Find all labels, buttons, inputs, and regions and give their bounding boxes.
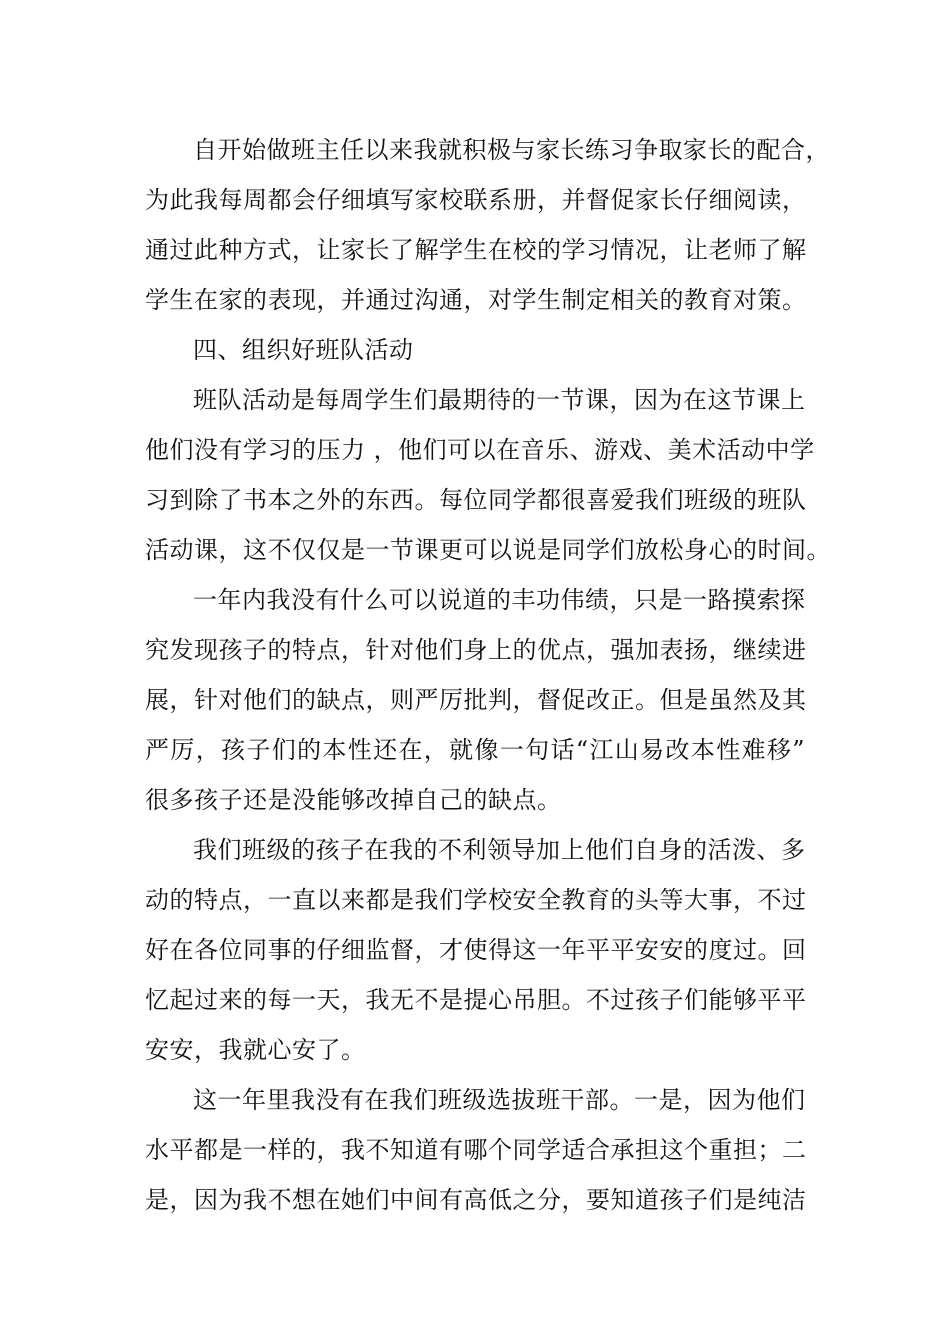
paragraph-1-line-4: 学生在家的表现，并通过沟通，对学生制定相关的教育对策。 — [145, 286, 807, 314]
paragraph-4-line-4: 严厉，孩子们的本性还在，就像一句话“江山易改本性难移” — [145, 736, 805, 764]
paragraph-3-line-4: 活动课，这不仅仅是一节课更可以说是同学们放松身心的时间。 — [145, 536, 831, 564]
paragraph-4-line-2: 究发现孩子的特点，针对他们身上的优点，强加表扬，继续进 — [145, 636, 807, 664]
paragraph-5-line-3: 好在各位同事的仔细监督，才使得这一年平平安安的度过。回 — [145, 936, 807, 964]
paragraph-5-line-5: 安安，我就心安了。 — [145, 1036, 366, 1064]
section-heading: 四、组织好班队活动 — [193, 336, 414, 364]
paragraph-1-line-1: 自开始做班主任以来我就积极与家长练习争取家长的配合， — [193, 136, 830, 164]
paragraph-1-line-2: 为此我每周都会仔细填写家校联系册，并督促家长仔细阅读， — [145, 186, 807, 214]
paragraph-1-line-3: 通过此种方式，让家长了解学生在校的学习情况，让老师了解 — [145, 236, 807, 264]
paragraph-4-line-5: 很多孩子还是没能够改掉自己的缺点。 — [145, 786, 562, 814]
paragraph-3-line-1: 班队活动是每周学生们最期待的一节课，因为在这节课上 — [193, 386, 806, 414]
paragraph-5-line-2: 动的特点，一直以来都是我们学校安全教育的头等大事，不过 — [145, 886, 807, 914]
paragraph-3-line-3: 习到除了书本之外的东西。每位同学都很喜爱我们班级的班队 — [145, 486, 807, 514]
paragraph-4-line-1: 一年内我没有什么可以说道的丰功伟绩，只是一路摸索探 — [193, 586, 806, 614]
paragraph-5-line-4: 忆起过来的每一天，我无不是提心吊胆。不过孩子们能够平平 — [145, 986, 807, 1014]
paragraph-5-line-1: 我们班级的孩子在我的不利领导加上他们自身的活泼、多 — [193, 836, 806, 864]
paragraph-3-line-2: 他们没有学习的压力 ，他们可以在音乐、游戏、美术活动中学 — [145, 436, 815, 464]
paragraph-6-line-3: 是，因为我不想在她们中间有高低之分，要知道孩子们是纯洁 — [145, 1186, 807, 1214]
paragraph-4-line-3: 展，针对他们的缺点，则严厉批判，督促改正。但是虽然及其 — [145, 686, 807, 714]
paragraph-6-line-1: 这一年里我没有在我们班级选拔班干部。一是，因为他们 — [193, 1086, 806, 1114]
paragraph-6-line-2: 水平都是一样的，我不知道有哪个同学适合承担这个重担；二 — [145, 1136, 807, 1164]
